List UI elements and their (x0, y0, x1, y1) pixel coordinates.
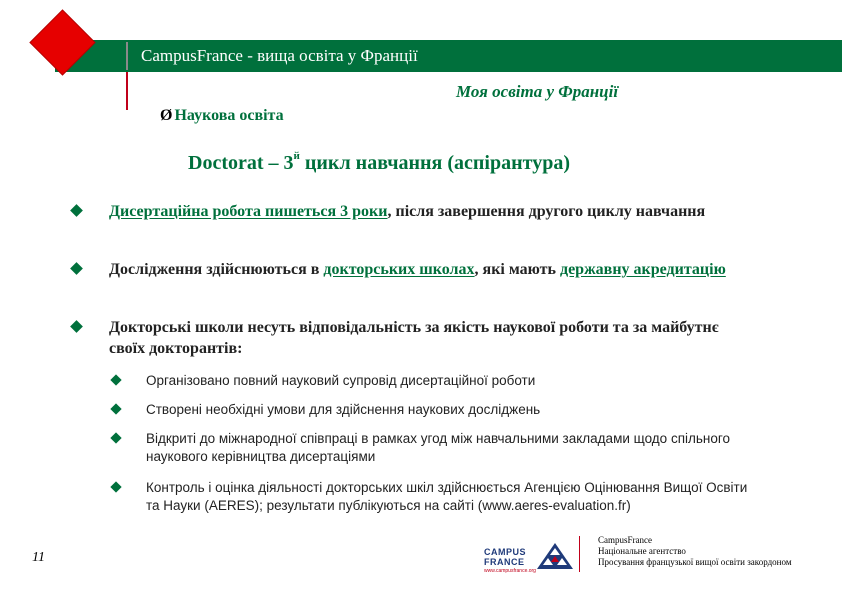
red-vertical-line (126, 72, 128, 110)
arrow-bullet-icon: Ø (160, 107, 173, 124)
diamond-sub-bullet-icon (110, 403, 121, 414)
section-text: Наукова освіта (174, 107, 284, 124)
section-label (160, 107, 284, 125)
sub-bullet-1 (110, 372, 760, 390)
sub-bullet-2-text: Створені необхідні умови для здійснення наукових досліджень (146, 402, 541, 417)
campus-france-logo (484, 540, 576, 574)
bullet-2-part-4: державну акредитацію (559, 261, 726, 278)
logo-line-2: FRANCE (484, 557, 525, 567)
diamond-bullet-icon (70, 262, 83, 275)
bullet-2-part-1: Дослідження здійснюються в (109, 261, 324, 278)
slide-title-main: Doctorat – 3 (188, 152, 294, 174)
logo-line-1: CAMPUS (484, 547, 527, 557)
footer-org-name: CampusFrance (598, 535, 652, 545)
header-bar (55, 40, 842, 72)
diamond-sub-bullet-icon (110, 432, 121, 443)
sub-bullet-2 (110, 401, 760, 419)
diamond-sub-bullet-icon (110, 481, 121, 492)
bullet-1-part-1: Дисертаційна робота пишеться 3 роки (109, 203, 388, 220)
bullet-2 (72, 259, 752, 280)
bullet-2-part-3: , які мають (474, 261, 560, 278)
bullet-2-part-2: докторських школах (323, 261, 475, 278)
logo-url: www.campusfrance.org (484, 568, 536, 574)
page-number: 11 (32, 550, 45, 565)
sub-bullet-4-text: Контроль і оцінка діяльності докторських шкіл здійснюється Агенцією Оцінювання Вищої Освіти та Науки (AERES); результати публікуються на сайті (www.aeres-evaluation.fr) (146, 480, 748, 513)
diamond-bullet-icon (70, 204, 83, 217)
logo-triangle-icon (536, 542, 574, 570)
slide-title-rest: цикл навчання (аспірантура) (299, 152, 570, 174)
sub-bullet-1-text: Організовано повний науковий супровід дисертаційної роботи (146, 373, 536, 388)
sub-bullet-3 (110, 430, 760, 466)
diamond-sub-bullet-icon (110, 374, 121, 385)
footer-divider (579, 536, 580, 572)
header-title: CampusFrance - вища освіта у Франції (141, 46, 418, 65)
bullet-3 (72, 317, 752, 359)
bullet-1-part-2: , після завершення другого циклу навчання (387, 203, 706, 220)
footer-org-line-3: Просування французької вищої освіти закордоном (598, 557, 792, 567)
sub-bullet-3-text: Відкриті до міжнародної співпраці в рамках угод між навчальними закладами щодо спільного наукового керівництва дисертаціями (146, 431, 731, 464)
footer-org-line-2: Національне агентство (598, 546, 686, 556)
diamond-bullet-icon (70, 320, 83, 333)
subtitle: Моя освіта у Франції (456, 82, 619, 101)
bullet-1 (72, 201, 752, 222)
footer-org (598, 535, 792, 568)
slide-title (188, 152, 570, 175)
sub-bullet-4 (110, 479, 760, 515)
header-divider (126, 42, 128, 70)
bullet-3-text: Докторські школи несуть відповідальність за якість наукової роботи та за майбутнє своїх докторантів: (109, 319, 719, 357)
slide-title-sup: й (293, 150, 300, 163)
